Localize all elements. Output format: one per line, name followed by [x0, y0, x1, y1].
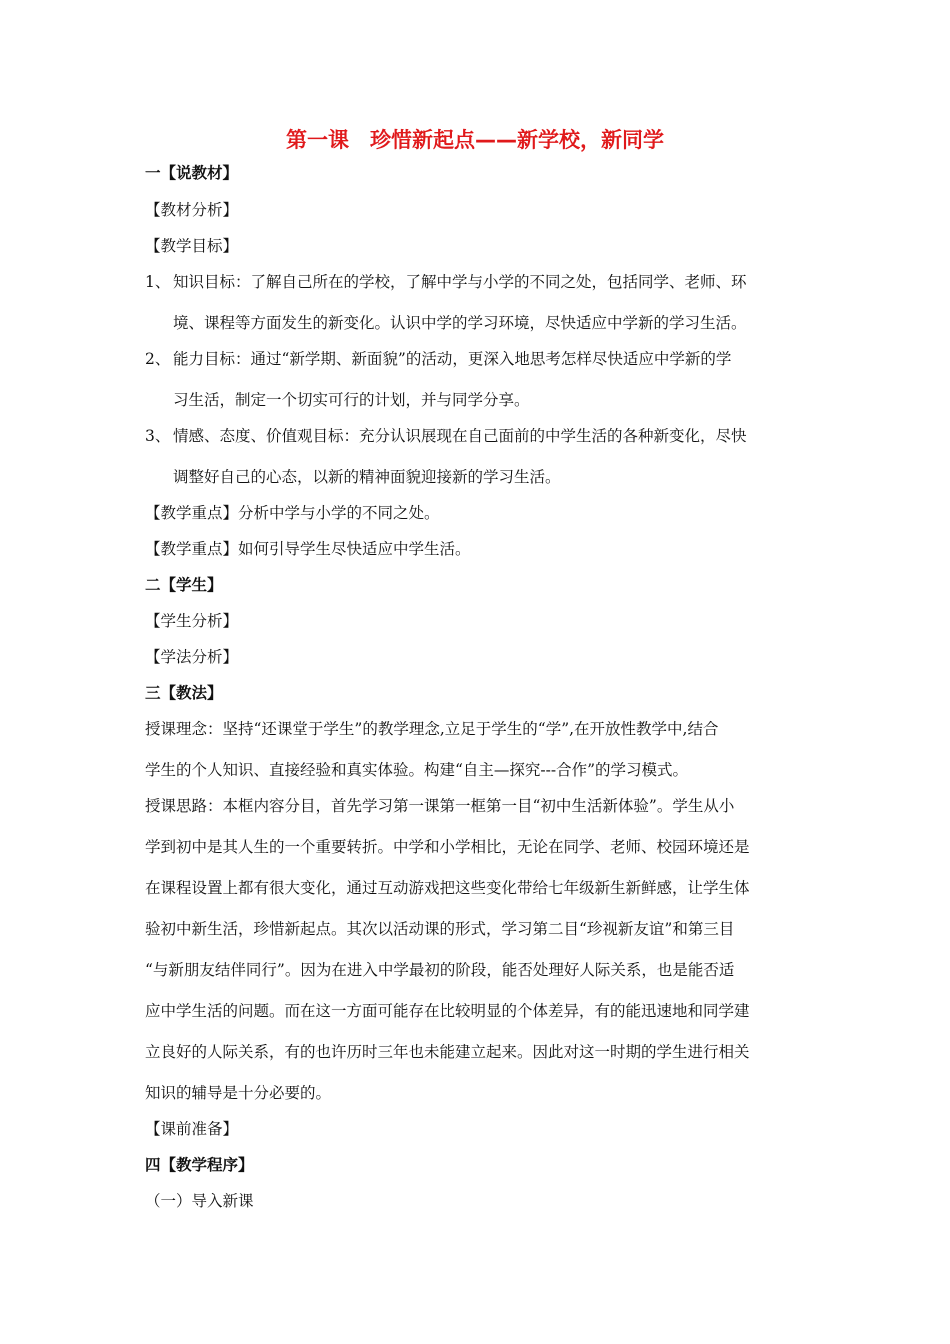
section-heading-textbook: 一【说教材】 — [145, 164, 239, 182]
student-analysis-label: 【学生分析】 — [145, 612, 239, 630]
goal-line-continued: 习生活，制定一个切实可行的计划，并与同学分享。 — [173, 391, 530, 409]
idea-line: 知识的辅导是十分必要的。 — [145, 1084, 332, 1102]
section-heading-procedure: 四【教学程序】 — [145, 1156, 254, 1174]
procedure-step: （一）导入新课 — [145, 1192, 254, 1210]
study-method-analysis-label: 【学法分析】 — [145, 648, 239, 666]
preparation-label: 【课前准备】 — [145, 1120, 239, 1138]
concept-line: 授课理念：坚持“还课堂于学生”的教学理念,立足于学生的“学”,在开放性教学中,结合 — [145, 720, 719, 738]
goal-line: 能力目标：通过“新学期、新面貌”的活动，更深入地思考怎样尽快适应中学新的学 — [173, 350, 732, 368]
section-heading-methods: 三【教法】 — [145, 684, 223, 702]
idea-line: 在课程设置上都有很大变化，通过互动游戏把这些变化带给七年级新生新鲜感，让学生体 — [145, 879, 750, 897]
document-title: 第一课 珍惜新起点——新学校，新同学 — [286, 128, 664, 152]
idea-line: 学到初中是其人生的一个重要转折。中学和小学相比，无论在同学、老师、校园环境还是 — [145, 838, 750, 856]
goal-line-continued: 境、课程等方面发生的新变化。认识中学的学习环境，尽快适应中学新的学习生活。 — [173, 314, 747, 332]
goal-number: 1、 — [145, 273, 171, 291]
concept-line: 学生的个人知识、直接经验和真实体验。构建“自主—探究---合作”的学习模式。 — [145, 761, 689, 779]
goal-line: 情感、态度、价值观目标：充分认识展现在自己面前的中学生活的各种新变化，尽快 — [173, 427, 747, 445]
idea-line: 应中学生活的问题。而在这一方面可能存在比较明显的个体差异，有的能迅速地和同学建 — [145, 1002, 750, 1020]
idea-line: 立良好的人际关系，有的也许历时三年也未能建立起来。因此对这一时期的学生进行相关 — [145, 1043, 750, 1061]
teaching-goals-label: 【教学目标】 — [145, 237, 239, 255]
goal-line-continued: 调整好自己的心态，以新的精神面貌迎接新的学习生活。 — [173, 468, 561, 486]
textbook-analysis-label: 【教材分析】 — [145, 201, 239, 219]
key-point-line: 【教学重点】分析中学与小学的不同之处。 — [145, 504, 440, 522]
goal-number: 2、 — [145, 350, 171, 368]
idea-line: 授课思路：本框内容分目，首先学习第一课第一框第一目“初中生活新体验”。学生从小 — [145, 797, 735, 815]
key-point-line: 【教学重点】如何引导学生尽快适应中学生活。 — [145, 540, 471, 558]
idea-line: 验初中新生活，珍惜新起点。其次以活动课的形式，学习第二目“珍视新友谊”和第三目 — [145, 920, 735, 938]
section-heading-students: 二【学生】 — [145, 576, 223, 594]
idea-line: “与新朋友结伴同行”。因为在进入中学最初的阶段，能否处理好人际关系，也是能否适 — [145, 961, 735, 979]
goal-number: 3、 — [145, 427, 171, 445]
goal-line: 知识目标：了解自己所在的学校，了解中学与小学的不同之处，包括同学、老师、环 — [173, 273, 747, 291]
